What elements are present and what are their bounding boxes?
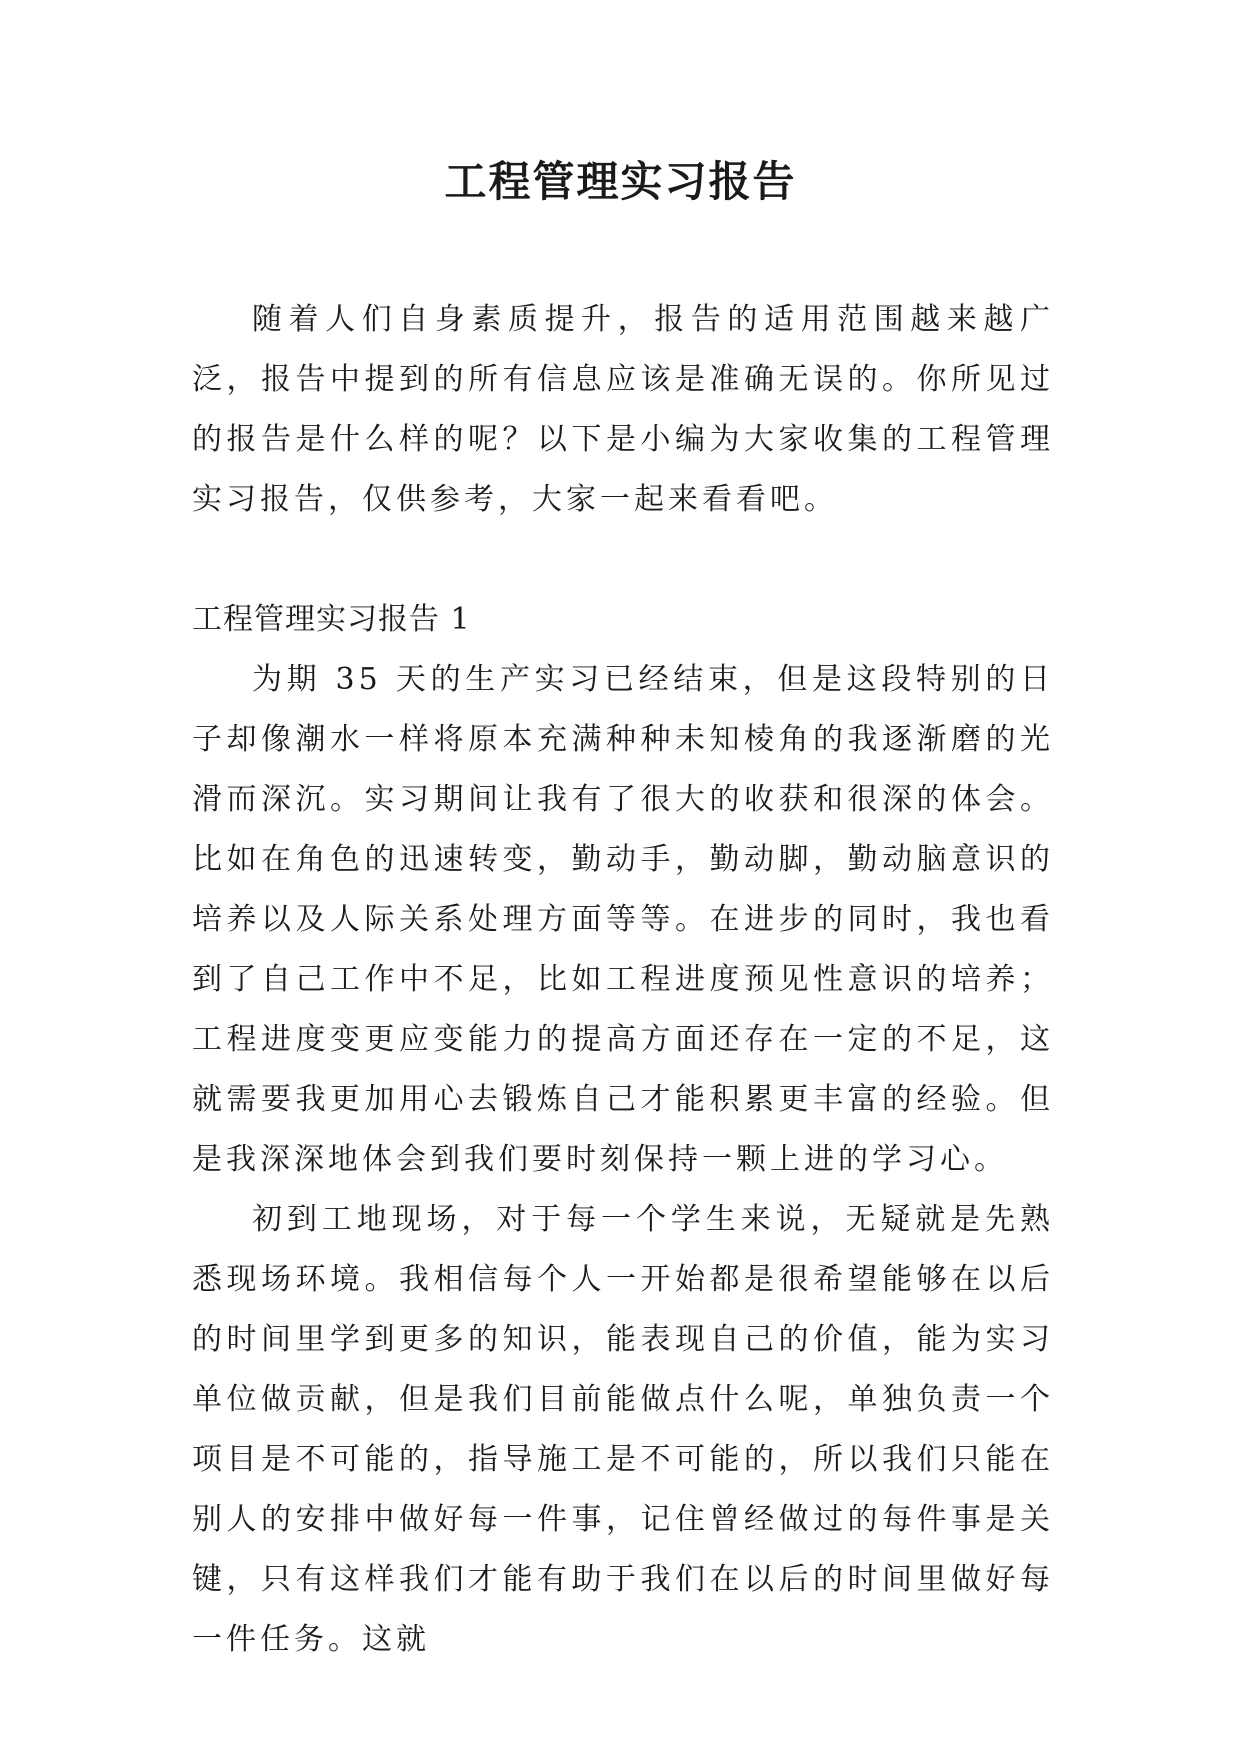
body-paragraph-2: 初到工地现场，对于每一个学生来说，无疑就是先熟悉现场环境。我相信每个人一开始都是很希望能够在以后的时间里学到更多的知识，能表现自己的价值，能为实习单位做贡献，但是我们目前能做点什么呢，单独负责一个项目是不可能的，指导施工是不可能的，所以我们只能在别人的安排中做好每一件事，记住曾经做过的每件事是关键，只有这样我们才能有助于我们在以后的时间里做好每一件任务。这就 bbox=[192, 1202, 1054, 1657]
document-body bbox=[192, 290, 1054, 1670]
section-heading: 工程管理实习报告 1 bbox=[192, 602, 471, 637]
intro-paragraph: 随着人们自身素质提升，报告的适用范围越来越广泛，报告中提到的所有信息应该是准确无误的。你所见过的报告是什么样的呢？以下是小编为大家收集的工程管理实习报告，仅供参考，大家一起来看看吧。 bbox=[192, 302, 1054, 517]
document-title: 工程管理实习报告 bbox=[444, 157, 797, 206]
body-paragraph-1: 为期 35 天的生产实习已经结束，但是这段特别的日子却像潮水一样将原本充满种种未知棱角的我逐渐磨的光滑而深沉。实习期间让我有了很大的收获和很深的体会。比如在角色的迅速转变，勤动手，勤动脚，勤动脑意识的培养以及人际关系处理方面等等。在进步的同时，我也看到了自己工作中不足，比如工程进度预见性意识的培养；工程进度变更应变能力的提高方面还存在一定的不足，这就需要我更加用心去锻炼自己才能积累更丰富的经验。但是我深深地体会到我们要时刻保持一颗上进的学习心。 bbox=[192, 662, 1054, 1177]
